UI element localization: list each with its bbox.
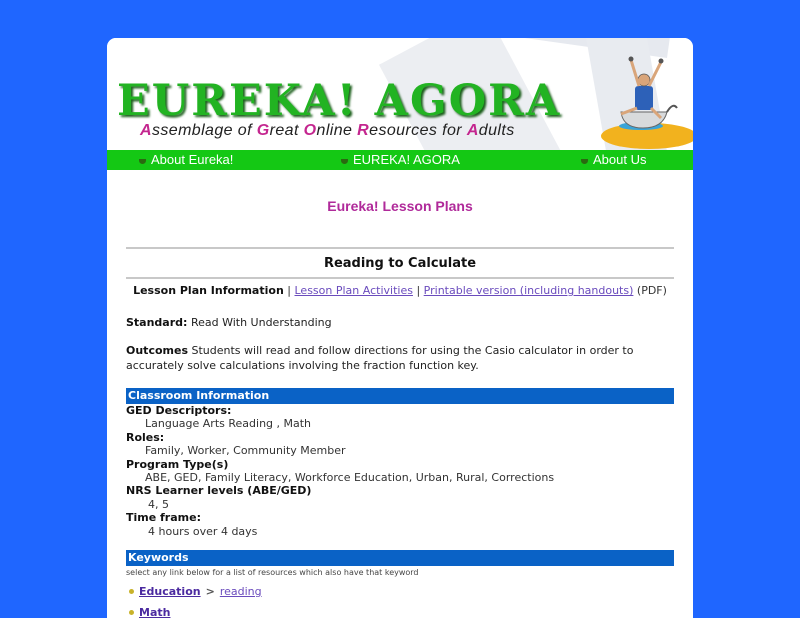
site-banner <box>107 38 693 150</box>
archimedes-bathtub-mascot-icon <box>591 50 693 150</box>
link-separator: | <box>287 284 291 297</box>
nav-bullet-icon <box>341 159 348 164</box>
field-value: Family, Worker, Community Member <box>145 444 346 458</box>
field-value: ABE, GED, Family Literacy, Workforce Education, Urban, Rural, Corrections <box>145 471 555 485</box>
nav-label: About Eureka! <box>151 152 234 167</box>
site-tagline <box>140 122 515 140</box>
lesson-title: Reading to Calculate <box>323 256 477 271</box>
tagline-cap: O <box>303 122 317 139</box>
tagline-text: ssemblage of <box>151 122 257 139</box>
current-section-label: Lesson Plan Information <box>133 284 284 297</box>
field-label: Time frame: <box>126 511 201 525</box>
tagline-text: nline <box>316 122 358 139</box>
divider <box>126 277 674 279</box>
outcomes-label: Outcomes <box>126 344 188 357</box>
bullet-icon <box>129 589 134 594</box>
printable-version-link[interactable]: Printable version (including handouts) <box>423 284 634 297</box>
nav-about-us[interactable] <box>581 152 646 167</box>
bullet-icon <box>129 610 134 615</box>
tagline-cap: A <box>140 122 152 139</box>
divider <box>126 247 674 249</box>
field-value: 4, 5 <box>148 497 169 511</box>
standard-label: Standard: <box>126 316 188 329</box>
nav-bullet-icon <box>139 159 146 164</box>
field-value: 4 hours over 4 days <box>148 524 258 538</box>
link-separator: | <box>416 284 421 297</box>
tagline-cap: A <box>466 122 479 139</box>
standard-row <box>126 315 674 330</box>
classroom-information-header: Classroom Information <box>126 388 674 404</box>
lesson-plan-activities-link[interactable]: Lesson Plan Activities <box>294 284 413 297</box>
main-content <box>107 198 693 618</box>
outcomes-value: Students will read and follow directions for using the Casio calculator in order to accurately solve calculations involving the fraction function key. <box>126 344 634 372</box>
keywords-note: select any link below for a list of resources which also have that keyword <box>126 568 419 578</box>
keyword-separator: > <box>205 585 215 599</box>
tagline-text: dults <box>478 122 515 139</box>
keyword-education-link[interactable]: Education <box>139 585 201 599</box>
field-label: Roles: <box>126 430 165 444</box>
main-nav <box>107 150 693 170</box>
page-container <box>107 38 693 618</box>
field-label: Program Type(s) <box>126 457 229 471</box>
site-logo-title[interactable]: EUREKA! AGORA <box>117 76 562 126</box>
keyword-item <box>126 606 674 618</box>
nav-label: EUREKA! AGORA <box>353 152 460 167</box>
keyword-item <box>126 585 674 598</box>
nav-eureka-agora[interactable] <box>341 152 460 167</box>
pdf-note: (PDF) <box>636 284 667 297</box>
outcomes-row <box>126 343 674 373</box>
tagline-text: esources for <box>369 122 467 139</box>
standard-value: Read With Understanding <box>190 316 332 329</box>
nav-label: About Us <box>593 152 647 167</box>
field-value: Language Arts Reading , Math <box>145 417 312 431</box>
keywords-header: Keywords <box>126 550 674 566</box>
field-label: NRS Learner levels (ABE/GED) <box>126 484 312 498</box>
classroom-fields <box>126 404 674 538</box>
lesson-plan-links <box>126 284 674 297</box>
nav-bullet-icon <box>581 159 588 164</box>
nav-about-eureka[interactable] <box>139 152 233 167</box>
keyword-math-link[interactable]: Math <box>139 606 171 618</box>
section-title: Eureka! Lesson Plans <box>327 198 473 214</box>
tagline-cap: R <box>357 122 370 139</box>
tagline-cap: G <box>256 122 270 139</box>
keyword-reading-link[interactable]: reading <box>219 585 262 599</box>
tagline-text: reat <box>269 122 304 139</box>
field-label: GED Descriptors: <box>126 404 232 417</box>
